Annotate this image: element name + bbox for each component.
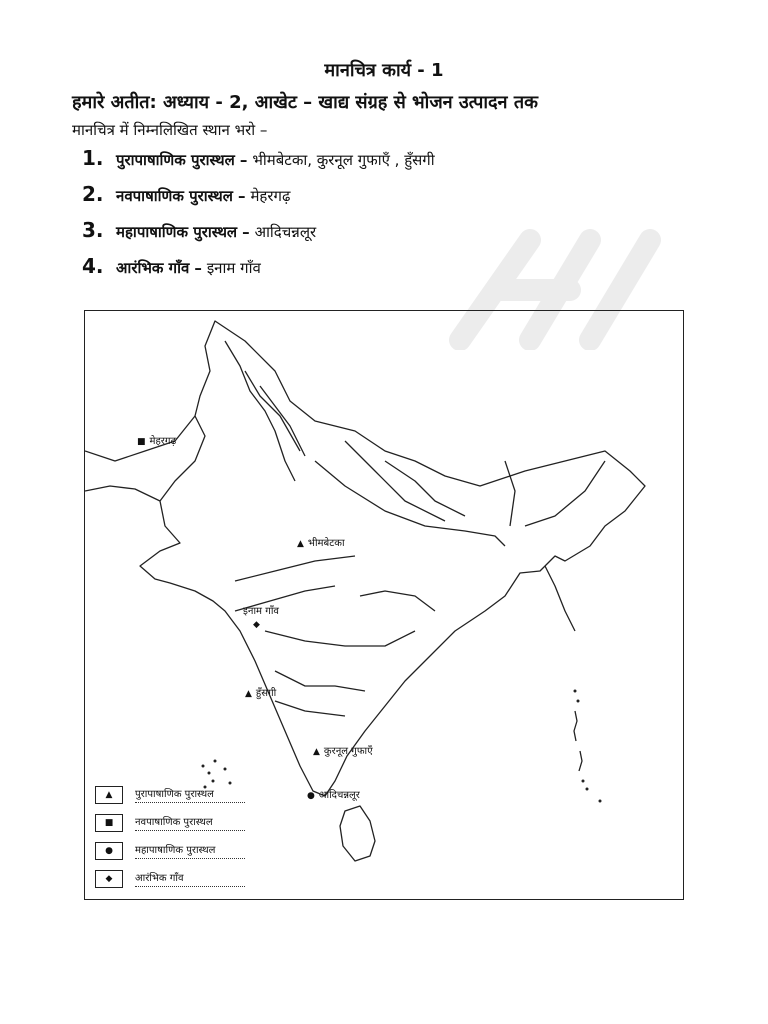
diamond-icon: ◆	[95, 870, 123, 888]
legend-item	[95, 840, 255, 862]
task-item	[82, 254, 435, 290]
square-icon: ■	[95, 814, 123, 832]
item-dash: –	[237, 187, 246, 205]
square-icon: ■	[137, 437, 146, 447]
task-list	[82, 146, 435, 290]
india-outline-map	[85, 311, 682, 898]
page-title: मानचित्र कार्य - 1	[324, 60, 444, 81]
item-label: पुरापाषाणिक पुरास्थल	[116, 151, 235, 169]
place-hunsgi	[245, 685, 276, 699]
item-places: इनाम गाँव	[206, 259, 261, 277]
triangle-icon: ▲	[245, 689, 252, 699]
place-adichanallur-label: आदिचन्नलूर	[318, 790, 360, 801]
place-inamgaon	[243, 603, 279, 617]
place-adichanallur	[307, 787, 360, 801]
legend-label: आरंभिक गाँव	[135, 870, 245, 887]
place-hunsgi-label: हुँसगी	[255, 688, 277, 699]
item-number: 2.	[82, 182, 104, 206]
triangle-icon: ▲	[297, 539, 304, 549]
triangle-icon: ▲	[95, 786, 123, 804]
place-inamgaon-label: इनाम गाँव	[243, 606, 279, 617]
legend-item	[95, 868, 255, 890]
legend-item	[95, 784, 255, 806]
place-mehrgarh-label: मेहरगढ़	[149, 436, 177, 447]
place-bhimbetka	[297, 535, 345, 549]
item-dash: –	[194, 259, 202, 277]
circle-icon: ●	[95, 842, 123, 860]
item-places: भीमबेटका, कुरनूल गुफाएँ , हुँसगी	[252, 151, 435, 169]
item-places: आदिचन्नलूर	[254, 223, 317, 241]
legend-item	[95, 812, 255, 834]
legend-label: महापाषाणिक पुरास्थल	[135, 842, 245, 859]
place-kurnool-label: कुरनूल गुफाएँ	[323, 746, 373, 757]
circle-icon: ●	[307, 791, 315, 801]
instruction-text: मानचित्र में निम्नलिखित स्थान भरो –	[72, 121, 268, 139]
legend-label: नवपाषाणिक पुरास्थल	[135, 814, 245, 831]
item-label: महापाषाणिक पुरास्थल	[116, 223, 238, 241]
place-kurnool	[313, 743, 373, 757]
diamond-icon: ◆	[253, 620, 260, 630]
item-dash: –	[239, 151, 248, 169]
place-bhimbetka-label: भीमबेटका	[307, 538, 345, 549]
chapter-subtitle: हमारे अतीत: अध्याय - 2, आखेट – खाद्य संग्रह से भोजन उत्पादन तक	[72, 92, 538, 113]
item-number: 4.	[82, 254, 104, 278]
item-number: 1.	[82, 146, 104, 170]
item-label: आरंभिक गाँव	[116, 259, 190, 277]
item-dash: –	[242, 223, 250, 241]
item-label: नवपाषाणिक पुरास्थल	[116, 187, 233, 205]
item-places: मेहरगढ़	[250, 187, 291, 205]
legend-label: पुरापाषाणिक पुरास्थल	[135, 786, 245, 803]
item-number: 3.	[82, 218, 104, 242]
place-mehrgarh	[137, 433, 176, 447]
task-item	[82, 182, 435, 218]
task-item	[82, 218, 435, 254]
task-item	[82, 146, 435, 182]
inamgaon-marker	[253, 619, 264, 630]
triangle-icon: ▲	[313, 747, 320, 757]
